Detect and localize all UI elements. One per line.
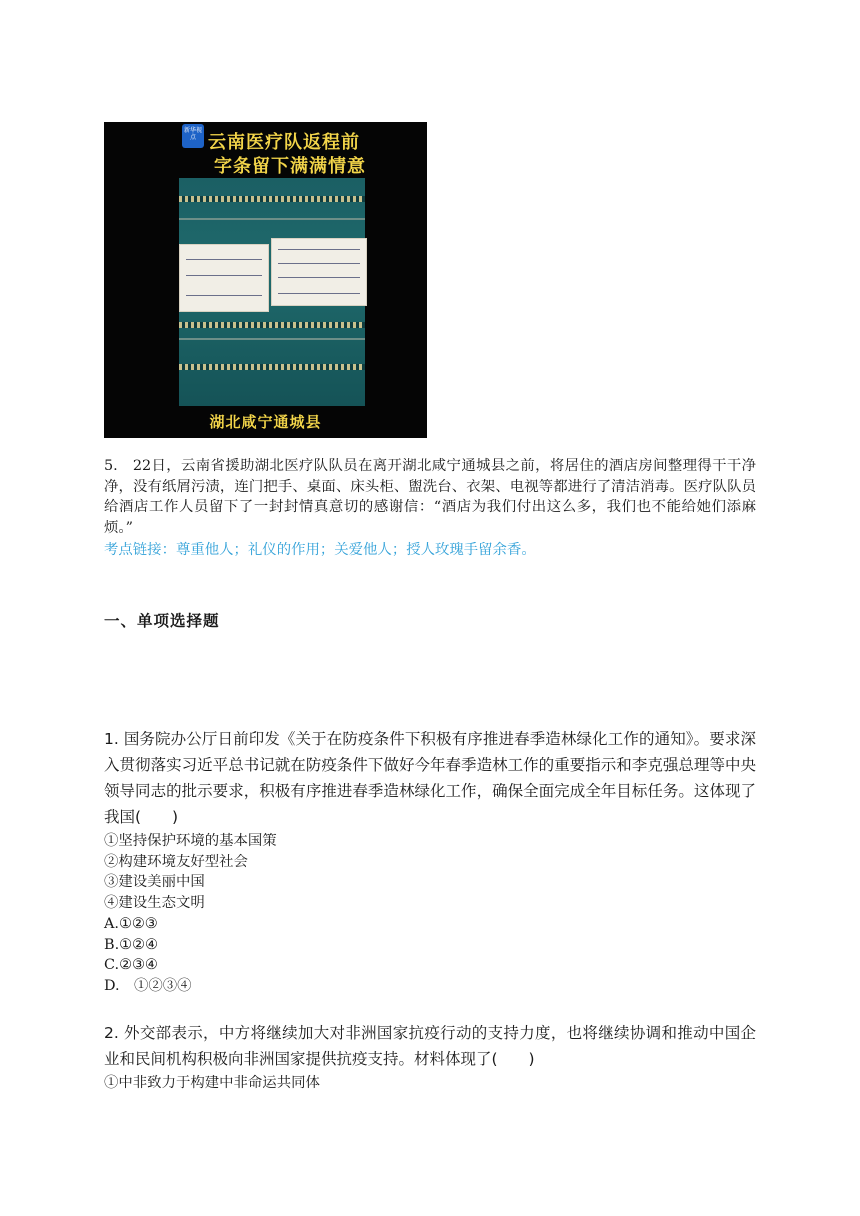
photo-title-line1: 云南医疗队返程前 <box>208 132 360 153</box>
photo-caption: 湖北咸宁通城县 <box>209 413 322 431</box>
answer-choice: A.①②③ <box>104 915 158 932</box>
question2-stem: 2. 外交部表示，中方将继续加大对非洲国家抗疫行动的支持力度，也将继续协调和推动中国企业和民间机构积极向非洲国家提供抗疫支持。材料体现了( ) <box>104 1024 756 1068</box>
cloth-band <box>179 364 365 370</box>
option-item: ④建设生态文明 <box>104 895 205 912</box>
option-item: ②构建环境友好型社会 <box>104 853 248 870</box>
question2-options <box>104 1073 320 1094</box>
cloth-stripe <box>179 338 365 340</box>
option-item: ③建设美丽中国 <box>104 874 205 891</box>
answer-choice: D. ①②③④ <box>104 977 192 994</box>
knowledge-link: 考点链接：尊重他人；礼仪的作用；关爱他人；授人玫瑰手留余香。 <box>104 542 536 558</box>
cloth-stripe <box>179 218 365 220</box>
cloth-band <box>179 322 365 328</box>
tablecloth <box>179 178 365 406</box>
section-title: 一、单项选择题 <box>104 612 220 630</box>
handwritten-note <box>179 244 269 312</box>
question1-stem: 1. 国务院办公厅日前印发《关于在防疫条件下积极有序推进春季造林绿化工作的通知》。要求深入贯彻落实习近平总书记就在防疫条件下做好今年春季造林工作的重要指示和李克强总理等中央领导同志的批示要求，积极有序推进春季造林绿化工作，确保全面完成全年目标任务。这体现了我国( ) <box>104 730 756 826</box>
photo-title-line2: 字条留下满满情意 <box>214 156 366 177</box>
answer-choice: C.②③④ <box>104 957 158 974</box>
question1-options <box>104 831 277 997</box>
option-item: ①坚持保护环境的基本国策 <box>104 833 277 849</box>
item5-text: 5. 22日，云南省援助湖北医疗队队员在离开湖北咸宁通城县之前，将居住的酒店房间整理得干干净净，没有纸屑污渍，连门把手、桌面、床头柜、盥洗台、衣架、电视等都进行了清洁消毒。医疗队队员给酒店工作人员留下了一封封情真意切的感谢信：“酒店为我们付出这么多，我们也不能给她们添麻烦。” <box>104 458 756 536</box>
handwritten-note <box>271 238 367 306</box>
cloth-band <box>179 196 365 202</box>
news-logo: 新华视点 <box>182 124 204 148</box>
option-item: ①中非致力于构建中非命运共同体 <box>104 1075 320 1091</box>
answer-choice: B.①②④ <box>104 936 158 953</box>
news-photo <box>104 122 427 438</box>
